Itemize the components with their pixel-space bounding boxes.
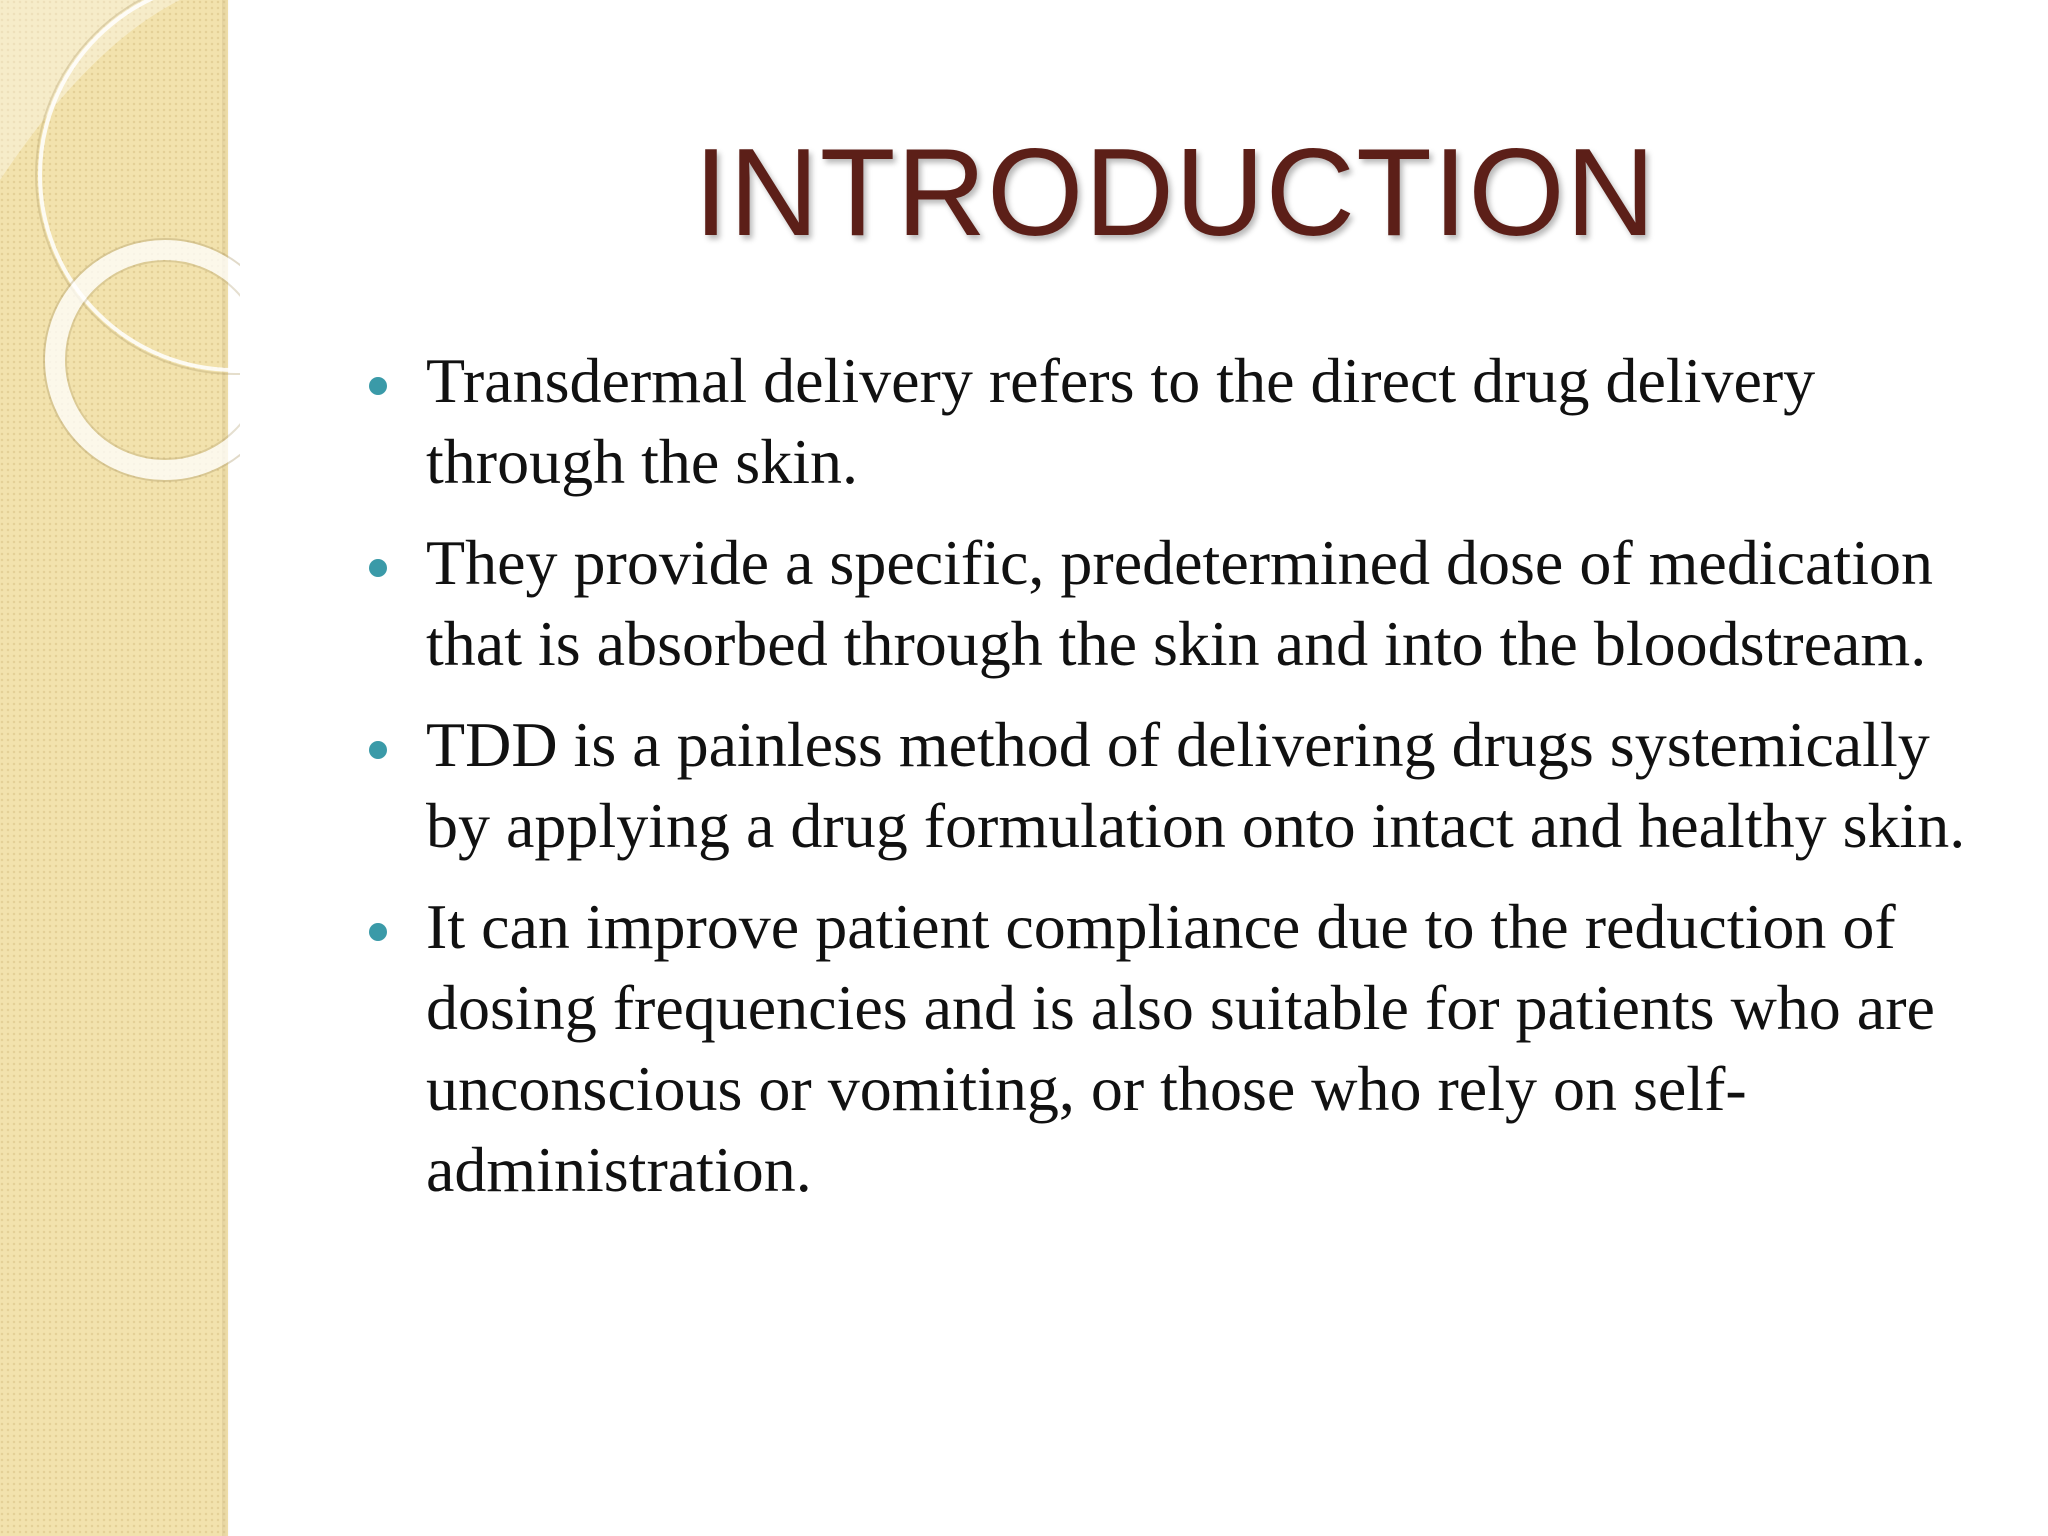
bullet-text: TDD is a painless method of delivering drugs systemically by applying a drug formulation onto intact and healthy skin.: [426, 709, 1966, 861]
bullet-item: [362, 886, 2002, 1210]
bullet-item: [362, 704, 2002, 866]
bullet-item: [362, 522, 2002, 684]
bullet-dot-icon: [369, 377, 387, 395]
bullet-text: They provide a specific, predetermined dose of medication that is absorbed through the skin and into the bloodstream.: [426, 527, 1933, 679]
bullet-item: [362, 340, 2002, 502]
bullet-dot-icon: [369, 741, 387, 759]
decorative-rings-graphic: [0, 0, 240, 520]
bullet-list: [362, 340, 2002, 1230]
bullet-dot-icon: [369, 923, 387, 941]
bullet-dot-icon: [369, 559, 387, 577]
slide-title: INTRODUCTION: [693, 124, 1657, 262]
bullet-text: It can improve patient compliance due to the reduction of dosing frequencies and is also suitable for patients who are unconscious or vomiting, or those who rely on self-administration.: [426, 891, 1935, 1205]
bullet-text: Transdermal delivery refers to the direct drug delivery through the skin.: [426, 345, 1816, 497]
